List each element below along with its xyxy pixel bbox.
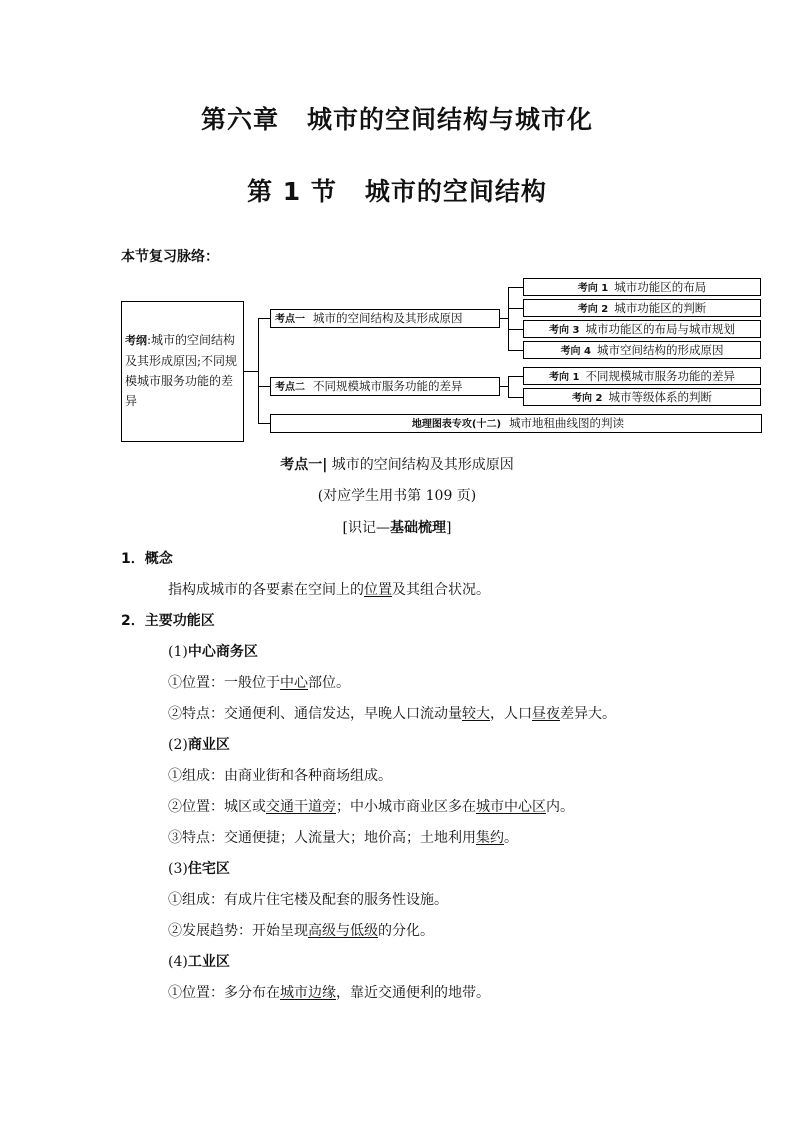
kaoxiang-text: 城市等级体系的判断 <box>608 390 712 404</box>
sub-close: ] <box>446 520 452 536</box>
sub-bold: 基础梳理 <box>390 520 446 536</box>
item-title: 中心商务区 <box>187 644 258 660</box>
item-title: 商业区 <box>187 737 230 753</box>
text: ①位置：一般位于 <box>168 675 280 691</box>
chapter-name: 城市的空间结构与城市化 <box>307 105 594 134</box>
item-title: 工业区 <box>187 954 230 970</box>
kaoxiang-text: 城市功能区的布局 <box>614 280 707 294</box>
connector-line <box>258 423 270 424</box>
subheading-residential <box>168 858 230 878</box>
text: 。 <box>504 830 518 846</box>
kaodian-1-box <box>270 309 500 328</box>
connector-line <box>508 376 523 377</box>
connector-line <box>508 397 523 398</box>
industrial-location <box>168 982 490 1002</box>
kaodian-heading-tag: 考点一| <box>280 457 328 473</box>
outline-box <box>121 301 244 442</box>
text: 指构成城市的各要素在空间上的 <box>168 582 364 598</box>
kaoxiang-text: 不同规模城市服务功能的差异 <box>585 369 735 383</box>
kaoxiang-tag: 考向 3 <box>549 325 580 336</box>
special-topic-box <box>270 414 762 433</box>
text: 及其组合状况。 <box>392 582 490 598</box>
text: ②位置：城区或 <box>168 799 266 815</box>
connector-line <box>500 386 508 387</box>
connector-line <box>508 287 523 288</box>
cbd-features <box>168 703 616 723</box>
answer-blank: 中心 <box>280 675 308 691</box>
sub-open: [识记— <box>342 520 390 536</box>
answer-blank: 城市边缘 <box>280 985 336 1001</box>
item-number: (3) <box>168 861 188 877</box>
kaoxiang-text: 城市功能区的布局与城市规划 <box>585 322 735 336</box>
kaoxiang-tag: 考向 2 <box>577 304 609 315</box>
text: ；中小城市商业区多在 <box>336 799 476 815</box>
kaoxiang-tag: 考向 2 <box>572 393 603 404</box>
subheading-commercial <box>168 734 230 754</box>
item-number: (4) <box>168 954 188 970</box>
section-title <box>0 172 794 208</box>
text: 内。 <box>546 799 574 815</box>
heading-functional-areas: 2．主要功能区 <box>121 613 215 629</box>
commercial-composition: ①组成：由商业街和各种商场组成。 <box>168 768 392 784</box>
connector-line <box>508 287 509 350</box>
kaodian-2-tag: 考点二 <box>275 382 305 393</box>
book-reference: (对应学生用书第 109 页) <box>317 488 477 504</box>
kaoxiang-tag: 考向 1 <box>549 372 580 383</box>
text: ，人口 <box>490 706 532 722</box>
outline-label: 考纲 <box>125 334 147 347</box>
residential-trend <box>168 920 434 940</box>
kaodian-1-tag: 考点一 <box>275 314 305 325</box>
connector-line <box>244 371 258 372</box>
cbd-location <box>168 672 350 692</box>
answer-blank: 交通干道旁 <box>266 799 336 815</box>
kaodian-2-box <box>270 377 500 396</box>
item-number: (1) <box>168 644 188 660</box>
connector-line <box>258 318 270 319</box>
kaodian-1-text: 城市的空间结构及其形成原因 <box>313 311 463 325</box>
text: ，靠近交通便利的地带。 <box>336 985 490 1001</box>
kaoxiang-box <box>523 341 761 359</box>
kaoxiang-tag: 考向 1 <box>577 283 609 294</box>
connector-line <box>258 318 259 424</box>
chapter-title <box>0 100 794 136</box>
section-subheading <box>0 517 794 537</box>
special-topic-tag: 地理图表专攻(十二) <box>411 419 502 430</box>
kaodian-2-text: 不同规模城市服务功能的差异 <box>313 379 463 393</box>
connector-line <box>508 329 523 330</box>
commercial-features <box>168 827 518 847</box>
commercial-location <box>168 796 574 816</box>
answer-blank: 昼夜 <box>532 706 560 722</box>
connector-line <box>258 386 270 387</box>
kaoxiang-text: 城市功能区的判断 <box>614 301 707 315</box>
answer-blank: 集约 <box>476 830 504 846</box>
connector-line <box>508 308 523 309</box>
kaoxiang-text: 城市空间结构的形成原因 <box>596 343 724 357</box>
connector-line <box>500 318 508 319</box>
kaoxiang-box <box>523 278 761 296</box>
text: 差异大。 <box>560 706 616 722</box>
section-name: 城市的空间结构 <box>364 177 547 206</box>
answer-blank: 城市中心区 <box>476 799 546 815</box>
text: ③特点：交通便捷；人流量大；地价高；土地利用 <box>168 830 476 846</box>
text: 部位。 <box>308 675 350 691</box>
kaoxiang-box <box>523 388 761 406</box>
text: ②特点：交通便利、通信发达，早晚人口流动量 <box>168 706 462 722</box>
special-topic-text: 城市地租曲线图的判读 <box>509 416 625 430</box>
review-label: 本节复习脉络： <box>121 249 219 265</box>
kaoxiang-box <box>523 367 761 385</box>
connector-line <box>508 376 509 398</box>
subheading-cbd <box>168 641 258 661</box>
subheading-industrial <box>168 951 230 971</box>
residential-composition: ①组成：有成片住宅楼及配套的服务性设施。 <box>168 892 448 908</box>
outline-text: :城市的空间结构及其形成原因;不同规模城市服务功能的差异 <box>125 333 238 408</box>
kaoxiang-box <box>523 320 761 338</box>
chapter-label: 第六章 <box>200 105 279 134</box>
item-number: (2) <box>168 737 188 753</box>
kaoxiang-tag: 考向 4 <box>560 346 591 357</box>
concept-text <box>168 579 490 599</box>
kaodian-heading-text: 城市的空间结构及其形成原因 <box>331 457 514 473</box>
section-label: 第 1 节 <box>247 177 337 206</box>
heading-concept: 1．概念 <box>121 551 173 567</box>
kaodian-heading <box>0 454 794 474</box>
text: ①位置：多分布在 <box>168 985 280 1001</box>
kaoxiang-box <box>523 299 761 317</box>
text: 的分化。 <box>378 923 434 939</box>
answer-blank: 位置 <box>364 582 392 598</box>
text: ②发展趋势：开始呈现 <box>168 923 308 939</box>
answer-blank: 较大 <box>462 706 490 722</box>
item-title: 住宅区 <box>187 861 230 877</box>
connector-line <box>508 350 523 351</box>
answer-blank: 高级与低级 <box>308 923 378 939</box>
